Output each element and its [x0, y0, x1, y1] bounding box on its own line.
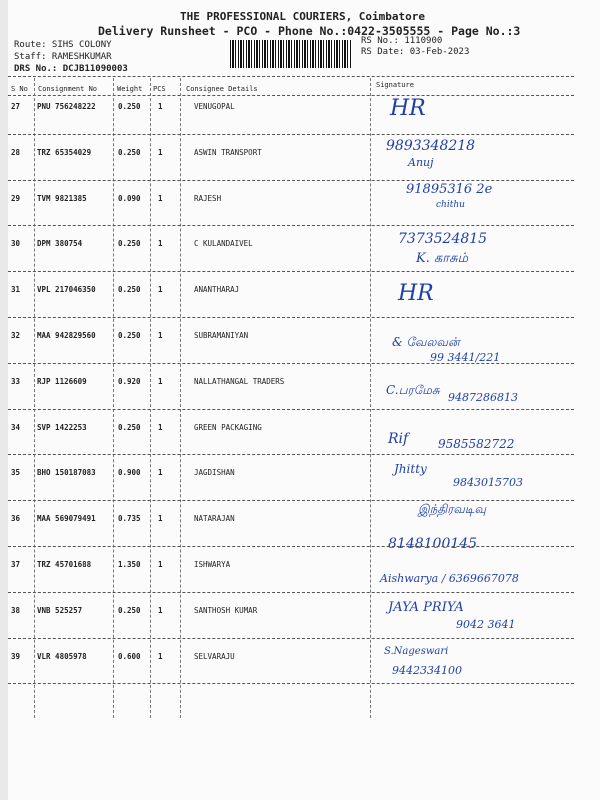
- row-consignee: VENUGOPAL: [194, 102, 235, 111]
- row-weight: 0.900: [118, 468, 141, 478]
- row-pcs: 1: [158, 468, 163, 478]
- row-pcs: 1: [158, 651, 163, 661]
- signature-handwriting: HR: [390, 96, 426, 121]
- row-consignment: PNU 756248222: [37, 102, 96, 111]
- row-pcs: 1: [158, 193, 163, 203]
- signature-handwriting: Jhitty: [394, 462, 427, 477]
- row-sno: 38: [11, 605, 21, 615]
- row-weight: 0.600: [118, 651, 141, 661]
- row-consignment: VNB 525257: [37, 605, 83, 615]
- col-divider: [180, 78, 181, 718]
- row-weight: 0.250: [118, 102, 141, 111]
- signature-handwriting: Aishwarya / 6369667078: [380, 572, 519, 585]
- row-consignee: SUBRAMANIYAN: [194, 331, 249, 340]
- signature-handwriting: 7373524815: [398, 231, 488, 248]
- row-consignee: NALLATHANGAL TRADERS: [194, 376, 285, 386]
- row-separator: [8, 225, 574, 226]
- row-consignment: TVM 9821385: [37, 193, 87, 203]
- row-separator: [8, 683, 574, 684]
- row-separator: [8, 546, 574, 547]
- row-pcs: 1: [158, 605, 163, 615]
- row-pcs: 1: [158, 422, 163, 432]
- row-sno: 34: [11, 422, 21, 432]
- signature-handwriting: 8148100145: [388, 536, 478, 553]
- row-separator: [8, 317, 574, 318]
- row-pcs: 1: [158, 331, 163, 340]
- row-separator: [8, 363, 574, 364]
- table-header-border: [8, 95, 574, 96]
- row-weight: 1.350: [118, 560, 141, 569]
- row-weight: 0.250: [118, 285, 141, 295]
- row-weight: 0.250: [118, 147, 141, 157]
- col-pcs: PCS: [153, 85, 166, 93]
- row-consignee: NATARAJAN: [194, 514, 235, 524]
- row-sno: 29: [11, 193, 21, 203]
- row-consignee: JAGDISHAN: [194, 468, 235, 478]
- signature-handwriting: HR: [398, 281, 434, 307]
- row-sno: 30: [11, 239, 21, 249]
- row-sno: 37: [11, 560, 21, 569]
- col-signature: Signature: [376, 81, 414, 89]
- route-label: Route: SIHS COLONY: [14, 40, 112, 50]
- company-title: THE PROFESSIONAL COURIERS, Coimbatore: [180, 10, 426, 23]
- signature-handwriting: & வேலவன்: [392, 335, 460, 349]
- row-weight: 0.250: [118, 239, 141, 249]
- col-divider: [34, 78, 35, 718]
- row-consignee: SANTHOSH KUMAR: [194, 605, 258, 615]
- scan-edge: [0, 0, 8, 800]
- row-pcs: 1: [158, 285, 163, 295]
- row-consignee: C KULANDAIVEL: [194, 239, 253, 249]
- signature-handwriting: Rif: [388, 430, 409, 447]
- row-sno: 35: [11, 468, 21, 478]
- row-consignment: MAA 569079491: [37, 514, 96, 524]
- col-weight: Weight: [117, 85, 143, 93]
- signature-handwriting: 99 3441/221: [430, 351, 501, 364]
- row-pcs: 1: [158, 376, 163, 386]
- signature-handwriting: JAYA PRIYA: [388, 599, 464, 615]
- row-consignment: VPL 217046350: [37, 285, 96, 295]
- row-separator: [8, 180, 574, 181]
- signature-handwriting: 9585582722: [438, 436, 515, 451]
- row-separator: [8, 409, 574, 410]
- row-consignee: ASWIN TRANSPORT: [194, 147, 262, 157]
- row-weight: 0.250: [118, 331, 141, 340]
- row-consignee: RAJESH: [194, 193, 222, 203]
- signature-handwriting: S.Nageswari: [384, 645, 449, 657]
- row-sno: 36: [11, 514, 21, 524]
- row-consignee: GREEN PACKAGING: [194, 422, 262, 432]
- row-consignee: SELVARAJU: [194, 651, 235, 661]
- runsheet-title: Delivery Runsheet - PCO - Phone No.:0422-3505555 - Page No.:3: [98, 24, 521, 38]
- signature-handwriting: chithu: [436, 199, 465, 210]
- row-pcs: 1: [158, 514, 163, 524]
- row-weight: 0.920: [118, 376, 141, 386]
- row-weight: 0.250: [118, 605, 141, 615]
- row-pcs: 1: [158, 239, 163, 249]
- table-header: [8, 80, 598, 96]
- row-consignment: MAA 942829560: [37, 331, 96, 340]
- row-separator: [8, 638, 574, 639]
- col-divider: [370, 78, 371, 718]
- row-consignment: DPM 380754: [37, 239, 83, 249]
- signature-handwriting: Anuj: [408, 155, 434, 169]
- barcode: [230, 40, 352, 68]
- table-top-border: [8, 76, 574, 77]
- row-consignee: ISHWARYA: [194, 560, 231, 569]
- row-sno: 39: [11, 651, 21, 661]
- col-divider: [113, 78, 114, 718]
- row-sno: 32: [11, 331, 21, 340]
- row-sno: 27: [11, 102, 21, 111]
- signature-handwriting: C.பரமேசு: [386, 382, 440, 397]
- row-consignment: SVP 1422253: [37, 422, 87, 432]
- signature-handwriting: 9893348218: [386, 137, 476, 154]
- row-pcs: 1: [158, 147, 163, 157]
- signature-handwriting: 9442334100: [392, 663, 462, 677]
- row-consignment: VLR 4805978: [37, 651, 87, 661]
- rs-number: RS No.: 1110900: [361, 36, 443, 46]
- row-consignment: BHO 150187083: [37, 468, 96, 478]
- signature-handwriting: K. காசும்: [416, 251, 469, 267]
- row-separator: [8, 454, 574, 455]
- row-weight: 0.090: [118, 193, 141, 203]
- signature-handwriting: இந்திரவடிவு: [418, 502, 486, 517]
- signature-handwriting: 9843015703: [453, 476, 523, 490]
- row-pcs: 1: [158, 560, 163, 569]
- col-consignment: Consignment No: [38, 85, 98, 93]
- row-weight: 0.735: [118, 514, 141, 524]
- staff-label: Staff: RAMESHKUMAR: [14, 52, 112, 62]
- row-consignment: TRZ 45701688: [37, 560, 92, 569]
- row-separator: [8, 500, 574, 501]
- row-sno: 33: [11, 376, 21, 386]
- col-divider: [150, 78, 151, 718]
- row-consignment: RJP 1126609: [37, 376, 87, 386]
- row-pcs: 1: [158, 102, 163, 111]
- drs-label: DRS No.: DCJB11090003: [14, 64, 128, 74]
- rs-date: RS Date: 03-Feb-2023: [361, 47, 470, 57]
- row-separator: [8, 592, 574, 593]
- row-consignment: TRZ 65354029: [37, 147, 92, 157]
- row-separator: [8, 271, 574, 272]
- signature-handwriting: 91895316 2e: [406, 181, 493, 197]
- signature-handwriting: 9487286813: [448, 390, 518, 404]
- signature-handwriting: 9042 3641: [456, 617, 516, 631]
- row-consignee: ANANTHARAJ: [194, 285, 240, 295]
- col-consignee: Consignee Details: [186, 85, 258, 93]
- row-sno: 31: [11, 285, 21, 295]
- row-sno: 28: [11, 147, 21, 157]
- col-sno: S No: [11, 85, 28, 93]
- row-weight: 0.250: [118, 422, 141, 432]
- row-separator: [8, 134, 574, 135]
